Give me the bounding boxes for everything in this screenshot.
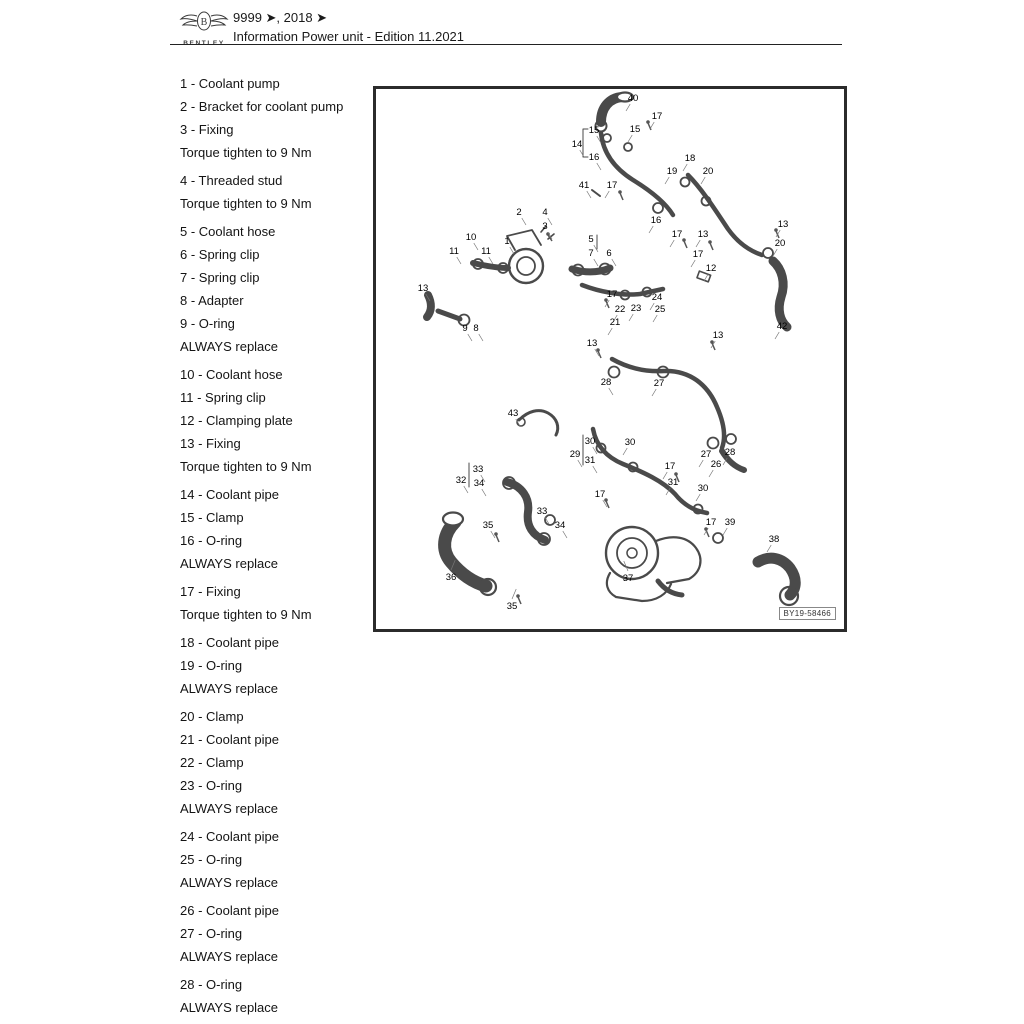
- page-header: [233, 10, 464, 44]
- part-list-item: 19 - O-ring: [180, 658, 243, 673]
- callout-11: 11: [449, 246, 459, 257]
- callout-15: 15: [588, 125, 600, 136]
- callout-20: 20: [774, 238, 786, 249]
- callout-8: 8: [473, 323, 479, 334]
- callout-28: 28: [724, 447, 736, 458]
- callout-17: 17: [594, 489, 606, 500]
- part-list-item: 26 - Coolant pipe: [180, 903, 280, 918]
- part-list-item: 16 - O-ring: [180, 533, 243, 548]
- callout-27: 27: [653, 378, 665, 389]
- callout-labels: [418, 93, 789, 612]
- callout-17: 17: [606, 289, 618, 300]
- callout-37: 37: [622, 573, 634, 584]
- callout-17: 17: [671, 229, 683, 240]
- callout-27: 27: [700, 449, 712, 460]
- part-list-note: ALWAYS replace: [180, 556, 279, 571]
- callout-17: 17: [692, 249, 704, 260]
- callout-29: 29: [569, 449, 581, 460]
- bentley-wordmark: BENTLEY: [183, 40, 225, 47]
- callout-14: 14: [571, 139, 583, 150]
- callout-22: 22: [614, 304, 626, 315]
- part-list-item: 1 - Coolant pump: [180, 76, 280, 91]
- callout-23: 23: [630, 303, 642, 314]
- callout-18: 18: [684, 153, 696, 164]
- callout-41: 41: [578, 180, 590, 191]
- callout-2: 2: [516, 207, 522, 218]
- part-list-item: 18 - Coolant pipe: [180, 635, 280, 650]
- callout-39: 39: [724, 517, 736, 528]
- callout-36: 36: [445, 572, 457, 583]
- callout-17: 17: [705, 517, 717, 528]
- part-list-note: ALWAYS replace: [180, 681, 279, 696]
- callout-15: 15: [629, 124, 641, 135]
- callout-6: 6: [606, 248, 612, 259]
- document-title: Information Power unit - Edition 11.2021: [233, 29, 465, 44]
- part-list-note: ALWAYS replace: [180, 1000, 279, 1015]
- model-years: 9999 ➤, 2018 ➤: [233, 10, 328, 25]
- callout-11: 11: [481, 246, 491, 257]
- callout-13: 13: [417, 283, 429, 294]
- part-list-item: 11 - Spring clip: [180, 390, 266, 405]
- part-list-item: 27 - O-ring: [180, 926, 243, 941]
- callout-20: 20: [702, 166, 714, 177]
- callout-30: 30: [584, 436, 596, 447]
- callout-31: 31: [667, 477, 679, 488]
- callout-33: 33: [536, 506, 548, 517]
- callout-40: 40: [627, 93, 639, 104]
- callout-25: 25: [654, 304, 666, 315]
- callout-34: 34: [473, 478, 485, 489]
- part-list-item: 23 - O-ring: [180, 778, 243, 793]
- part-list-note: Torque tighten to 9 Nm: [180, 459, 312, 474]
- callout-9: 9: [462, 323, 468, 334]
- callout-10: 10: [465, 232, 477, 243]
- header-rule: [170, 44, 842, 45]
- part-list-note: Torque tighten to 9 Nm: [180, 196, 312, 211]
- callout-5: 5: [588, 234, 594, 245]
- part-list-note: Torque tighten to 9 Nm: [180, 145, 312, 160]
- part-list-item: 24 - Coolant pipe: [180, 829, 280, 844]
- callout-34: 34: [554, 520, 566, 531]
- callout-33: 33: [472, 464, 484, 475]
- part-list-note: ALWAYS replace: [180, 949, 279, 964]
- callout-21: 21: [609, 317, 621, 328]
- part-list-item: 20 - Clamp: [180, 709, 244, 724]
- callout-12: 12: [705, 263, 717, 274]
- callout-26: 26: [710, 459, 722, 470]
- part-list-item: 21 - Coolant pipe: [180, 732, 280, 747]
- part-list-item: 10 - Coolant hose: [180, 367, 283, 382]
- callout-17: 17: [651, 111, 663, 122]
- callout-38: 38: [768, 534, 780, 545]
- callout-43: 43: [507, 408, 519, 419]
- part-list-note: ALWAYS replace: [180, 801, 279, 816]
- exploded-view-diagram: [376, 89, 844, 629]
- callout-16: 16: [588, 152, 600, 163]
- part-list-item: 17 - Fixing: [180, 584, 241, 599]
- callout-19: 19: [666, 166, 678, 177]
- part-list-item: 13 - Fixing: [180, 436, 241, 451]
- part-list-item: 6 - Spring clip: [180, 247, 260, 262]
- callout-24: 24: [651, 292, 663, 303]
- part-list-item: 9 - O-ring: [180, 316, 235, 331]
- part-list-note: ALWAYS replace: [180, 339, 279, 354]
- part-list-item: 8 - Adapter: [180, 293, 244, 308]
- callout-3: 3: [542, 221, 548, 232]
- svg-text:B: B: [200, 17, 208, 28]
- callout-13: 13: [712, 330, 724, 341]
- callout-30: 30: [697, 483, 709, 494]
- part-list-item: 7 - Spring clip: [180, 270, 260, 285]
- callout-16: 16: [650, 215, 662, 226]
- callout-13: 13: [777, 219, 789, 230]
- part-list-item: 12 - Clamping plate: [180, 413, 293, 428]
- bentley-logo: [178, 8, 230, 47]
- callout-30: 30: [624, 437, 636, 448]
- parts-list: [180, 72, 372, 1019]
- bentley-wings-icon: [178, 8, 230, 34]
- callout-42: 42: [776, 321, 788, 332]
- part-list-item: 2 - Bracket for coolant pump: [180, 99, 344, 114]
- part-list-note: ALWAYS replace: [180, 875, 279, 890]
- callout-13: 13: [586, 338, 598, 349]
- diagram-ref-label: BY19-58466: [779, 607, 836, 620]
- part-list-item: 15 - Clamp: [180, 510, 244, 525]
- part-list-item: 4 - Threaded stud: [180, 173, 283, 188]
- callout-7: 7: [588, 248, 594, 259]
- part-list-item: 5 - Coolant hose: [180, 224, 276, 239]
- part-list-note: Torque tighten to 9 Nm: [180, 607, 312, 622]
- callout-17: 17: [606, 180, 618, 191]
- part-list-item: 22 - Clamp: [180, 755, 244, 770]
- diagram-frame: [373, 86, 847, 632]
- callout-28: 28: [600, 377, 612, 388]
- callout-13: 13: [697, 229, 709, 240]
- callout-4: 4: [542, 207, 548, 218]
- callout-31: 31: [584, 455, 596, 466]
- callout-35: 35: [482, 520, 494, 531]
- part-list-item: 3 - Fixing: [180, 122, 234, 137]
- callout-35: 35: [506, 601, 518, 612]
- callout-1: 1: [504, 236, 510, 247]
- part-list-item: 28 - O-ring: [180, 977, 243, 992]
- callout-17: 17: [664, 461, 676, 472]
- part-list-item: 25 - O-ring: [180, 852, 243, 867]
- callout-32: 32: [455, 475, 467, 486]
- part-list-item: 14 - Coolant pipe: [180, 487, 280, 502]
